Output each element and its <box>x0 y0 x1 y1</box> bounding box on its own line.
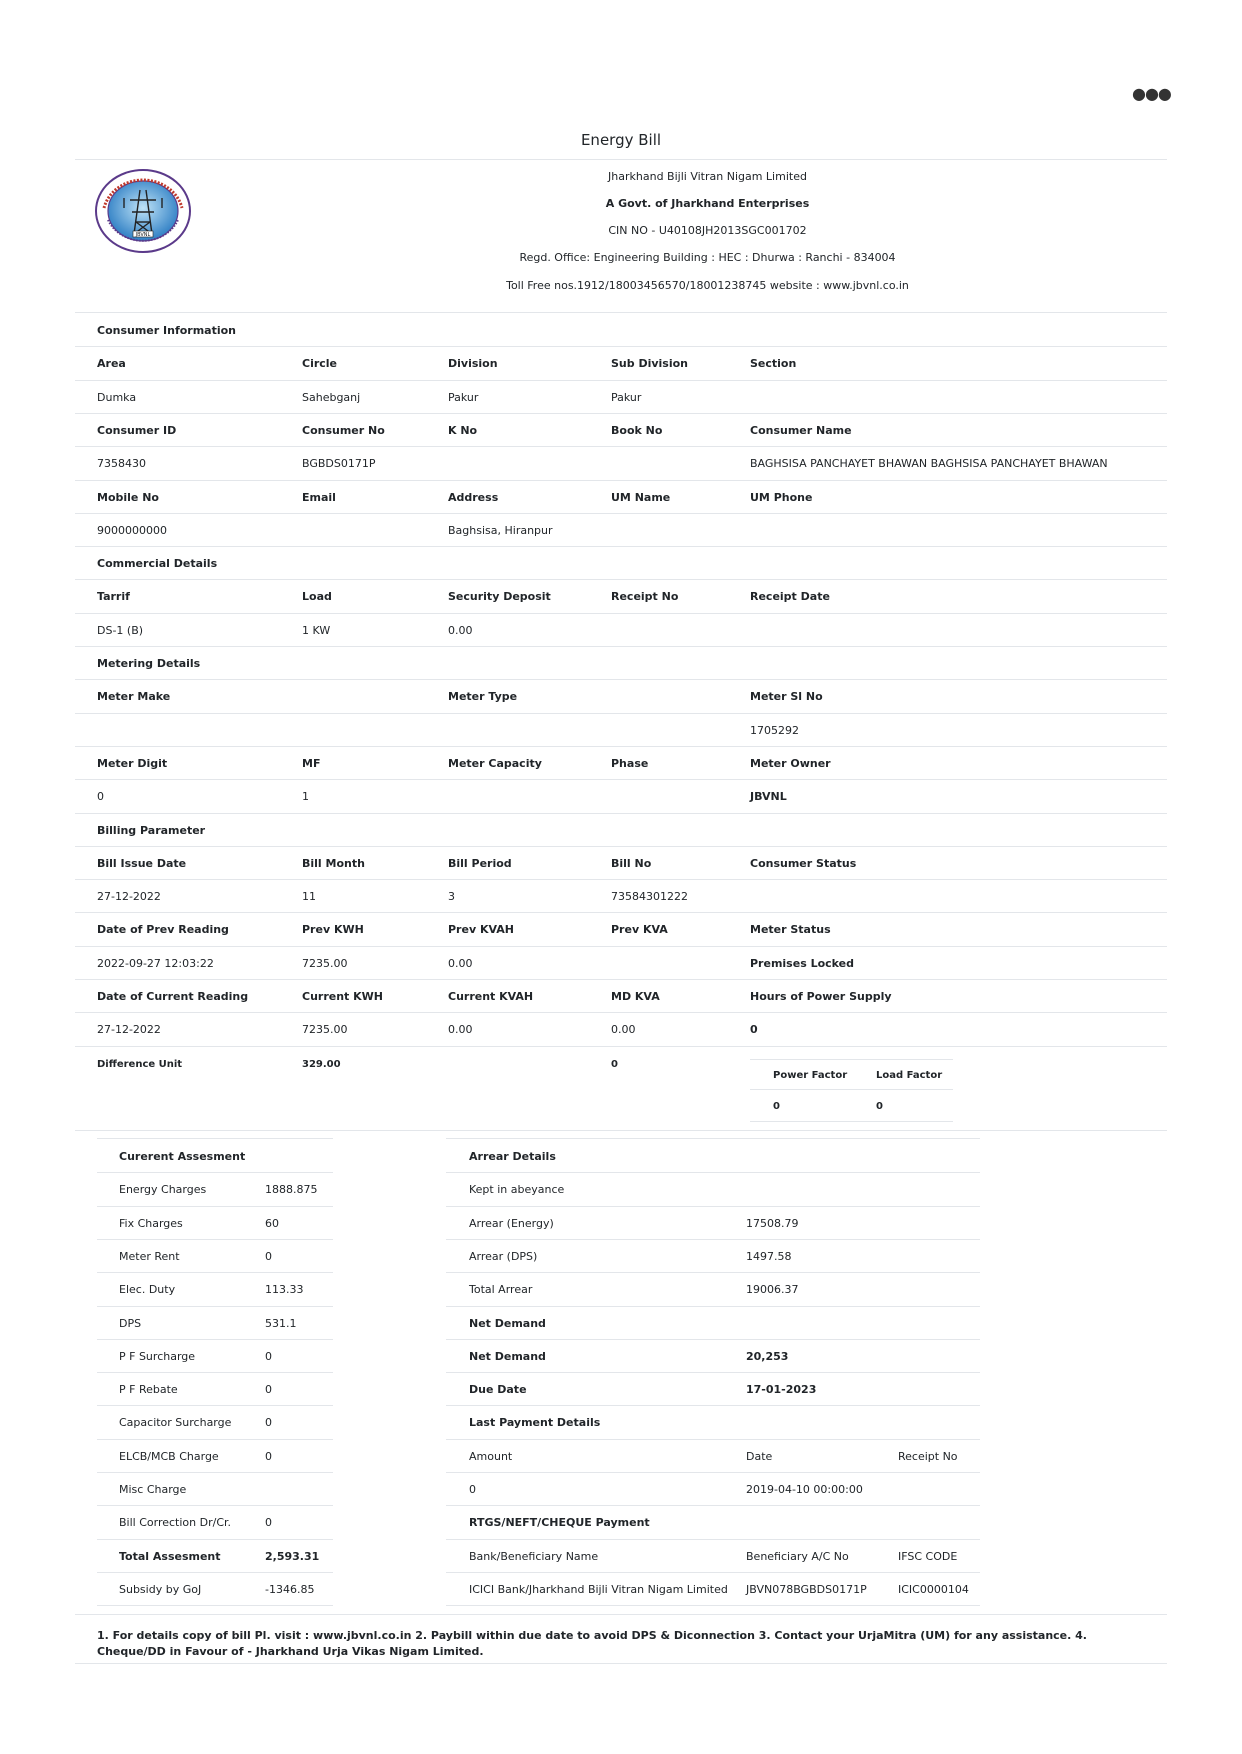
arrear-cell: 19006.37 <box>746 1283 799 1296</box>
arrear-cell: Due Date <box>469 1383 527 1396</box>
assessment-label: Subsidy by GoJ <box>119 1583 202 1596</box>
divider <box>97 1239 333 1240</box>
arrear-cell: Last Payment Details <box>469 1416 601 1429</box>
divider <box>446 1339 980 1340</box>
arrear-cell: IFSC CODE <box>898 1550 958 1563</box>
assessment-label: Meter Rent <box>119 1250 180 1263</box>
field-value: Sahebganj <box>302 391 361 404</box>
field-label: Section <box>750 357 797 370</box>
arrear-cell: 17508.79 <box>746 1217 799 1230</box>
logo-text: JBVNL <box>135 232 151 238</box>
divider <box>75 646 1167 647</box>
field-value: 0 <box>750 1023 758 1036</box>
field-label: K No <box>448 424 478 437</box>
field-value: 7235.00 <box>302 1023 348 1036</box>
field-label: Bill Period <box>448 857 512 870</box>
field-label: Email <box>302 491 336 504</box>
field-label: Prev KWH <box>302 923 364 936</box>
field-value: 7358430 <box>97 457 146 470</box>
field-label: Hours of Power Supply <box>750 990 892 1003</box>
divider <box>97 1439 333 1440</box>
field-label: Sub Division <box>611 357 689 370</box>
assessment-value: 60 <box>265 1217 279 1230</box>
field-label: Mobile No <box>97 491 159 504</box>
assessment-label: Fix Charges <box>119 1217 183 1230</box>
field-value: DS-1 (B) <box>97 624 144 637</box>
divider <box>446 1405 980 1406</box>
divider <box>446 1439 980 1440</box>
section-heading: Metering Details <box>97 657 201 670</box>
divider <box>75 312 1167 313</box>
divider <box>97 1138 333 1139</box>
divider <box>75 979 1167 980</box>
more-options-icon[interactable]: ●●● <box>1132 84 1171 103</box>
field-label: Current KWH <box>302 990 383 1003</box>
divider <box>75 912 1167 913</box>
divider <box>97 1272 333 1273</box>
field-label: Load <box>302 590 332 603</box>
field-label: Tarrif <box>97 590 130 603</box>
divider <box>75 1012 1167 1013</box>
divider <box>446 1172 980 1173</box>
difference-unit-value: 329.00 <box>302 1059 341 1070</box>
divider <box>446 1572 980 1573</box>
assessment-label: P F Surcharge <box>119 1350 196 1363</box>
divider <box>75 480 1167 481</box>
divider <box>75 380 1167 381</box>
divider <box>446 1306 980 1307</box>
field-value: 3 <box>448 890 455 903</box>
load-factor-value: 0 <box>876 1101 883 1112</box>
assessment-label: Capacitor Surcharge <box>119 1416 232 1429</box>
footer-notes: 1. For details copy of bill Pl. visit : www.jbvnl.co.in 2. Paybill within due date to avoid DPS & Diconnection 3. Contact your UrjaMitra (UM) for any assistance. 4. Cheque/DD in Favour of - Jharkhand Urja Vikas Nigam Limited. <box>97 1629 1087 1658</box>
arrear-cell: Total Arrear <box>469 1283 533 1296</box>
divider <box>97 1572 333 1573</box>
field-label: Meter Capacity <box>448 757 542 770</box>
assessment-label: Energy Charges <box>119 1183 207 1196</box>
assessment-value: 0 <box>265 1250 272 1263</box>
field-label: Receipt Date <box>750 590 830 603</box>
field-value: 27-12-2022 <box>97 890 161 903</box>
divider <box>75 746 1167 747</box>
field-label: Area <box>97 357 126 370</box>
difference-unit-label: Difference Unit <box>97 1059 183 1070</box>
field-label: Meter Status <box>750 923 831 936</box>
divider <box>97 1472 333 1473</box>
power-factor-value: 0 <box>773 1101 780 1112</box>
field-label: Meter Sl No <box>750 690 823 703</box>
arrear-cell: Arrear (DPS) <box>469 1250 538 1263</box>
page-title: Energy Bill <box>580 131 662 149</box>
assessment-label: Misc Charge <box>119 1483 187 1496</box>
arrear-cell: Kept in abeyance <box>469 1183 565 1196</box>
power-factor-label: Power Factor <box>773 1070 848 1081</box>
field-label: Security Deposit <box>448 590 551 603</box>
field-label: UM Name <box>611 491 671 504</box>
assessment-value: 531.1 <box>265 1317 297 1330</box>
arrear-cell: Date <box>746 1450 773 1463</box>
field-value: 7235.00 <box>302 957 348 970</box>
assessment-value: 0 <box>265 1416 272 1429</box>
divider <box>75 846 1167 847</box>
arrear-cell: 0 <box>469 1483 476 1496</box>
org-contact: Toll Free nos.1912/18003456570/18001238745 website : www.jbvnl.co.in <box>506 279 909 292</box>
divider <box>446 1138 980 1139</box>
arrear-cell: 20,253 <box>746 1350 789 1363</box>
field-label: Date of Prev Reading <box>97 923 229 936</box>
divider <box>97 1505 333 1506</box>
org-cin: CIN NO - U40108JH2013SGC001702 <box>608 224 807 237</box>
field-label: Meter Digit <box>97 757 168 770</box>
divider <box>446 1272 980 1273</box>
arrear-cell: ICICI Bank/Jharkhand Bijli Vitran Nigam Limited <box>469 1583 728 1596</box>
org-office: Regd. Office: Engineering Building : HEC : Dhurwa : Ranchi - 834004 <box>519 251 896 264</box>
assessment-value: 0 <box>265 1350 272 1363</box>
divider <box>446 1372 980 1373</box>
field-label: Bill Issue Date <box>97 857 187 870</box>
assessment-label: Total Assesment <box>119 1550 221 1563</box>
field-label: Division <box>448 357 498 370</box>
field-value: 0.00 <box>448 957 473 970</box>
assessment-value: 0 <box>265 1516 272 1529</box>
field-label: Meter Type <box>448 690 518 703</box>
divider <box>75 346 1167 347</box>
field-value: 0.00 <box>448 624 473 637</box>
field-label: MF <box>302 757 321 770</box>
section-heading: Consumer Information <box>97 324 237 337</box>
field-value: 1 KW <box>302 624 331 637</box>
divider <box>75 1614 1167 1615</box>
field-label: Consumer No <box>302 424 385 437</box>
divider <box>446 1605 980 1606</box>
divider <box>97 1339 333 1340</box>
arrear-cell: Arrear (Energy) <box>469 1217 554 1230</box>
divider <box>75 879 1167 880</box>
field-label: MD KVA <box>611 990 660 1003</box>
field-value: BGBDS0171P <box>302 457 376 470</box>
divider <box>97 1206 333 1207</box>
divider <box>750 1121 953 1122</box>
field-label: Date of Current Reading <box>97 990 249 1003</box>
assessment-value: 0 <box>265 1383 272 1396</box>
field-label: Consumer ID <box>97 424 177 437</box>
assessment-label: Bill Correction Dr/Cr. <box>119 1516 232 1529</box>
arrear-cell: Net Demand <box>469 1350 546 1363</box>
field-label: Book No <box>611 424 663 437</box>
field-label: Phase <box>611 757 649 770</box>
divider <box>75 1663 1167 1664</box>
assessment-value: 0 <box>265 1450 272 1463</box>
field-label: Consumer Status <box>750 857 857 870</box>
field-value: JBVNL <box>750 790 787 803</box>
divider <box>97 1172 333 1173</box>
arrear-cell: Arrear Details <box>469 1150 556 1163</box>
section-heading: Commercial Details <box>97 557 218 570</box>
assessment-value: 2,593.31 <box>265 1550 320 1563</box>
divider <box>446 1539 980 1540</box>
assessment-label: P F Rebate <box>119 1383 178 1396</box>
field-value: Pakur <box>448 391 479 404</box>
divider <box>446 1206 980 1207</box>
field-value: 27-12-2022 <box>97 1023 161 1036</box>
divider <box>75 413 1167 414</box>
divider <box>97 1605 333 1606</box>
divider <box>75 546 1167 547</box>
assessment-heading: Curerent Assesment <box>119 1150 246 1163</box>
arrear-cell: 1497.58 <box>746 1250 792 1263</box>
divider <box>97 1539 333 1540</box>
org-tagline: A Govt. of Jharkhand Enterprises <box>605 197 810 210</box>
field-label: Address <box>448 491 499 504</box>
arrear-cell: Net Demand <box>469 1317 546 1330</box>
section-heading: Billing Parameter <box>97 824 206 837</box>
divider <box>446 1239 980 1240</box>
field-value: 9000000000 <box>97 524 167 537</box>
field-label: Bill Month <box>302 857 365 870</box>
field-label: Meter Make <box>97 690 171 703</box>
field-label: Current KVAH <box>448 990 534 1003</box>
divider <box>75 946 1167 947</box>
field-value: Baghsisa, Hiranpur <box>448 524 553 537</box>
divider <box>97 1306 333 1307</box>
divider <box>75 579 1167 580</box>
org-name: Jharkhand Bijli Vitran Nigam Limited <box>608 170 807 183</box>
divider <box>75 159 1167 160</box>
assessment-value: -1346.85 <box>265 1583 315 1596</box>
field-value: 1 <box>302 790 309 803</box>
arrear-cell: Beneficiary A/C No <box>746 1550 849 1563</box>
divider <box>75 613 1167 614</box>
field-value: Premises Locked <box>750 957 855 970</box>
assessment-label: Elec. Duty <box>119 1283 176 1296</box>
field-label: Prev KVAH <box>448 923 514 936</box>
divider <box>75 779 1167 780</box>
field-value: 0.00 <box>448 1023 473 1036</box>
divider <box>446 1505 980 1506</box>
field-label: Consumer Name <box>750 424 852 437</box>
divider <box>75 513 1167 514</box>
field-value: 1705292 <box>750 724 799 737</box>
field-value: Pakur <box>611 391 642 404</box>
field-value: 73584301222 <box>611 890 688 903</box>
divider <box>75 679 1167 680</box>
divider <box>750 1059 953 1060</box>
assessment-label: ELCB/MCB Charge <box>119 1450 219 1463</box>
difference-extra-value: 0 <box>611 1059 618 1070</box>
field-label: Prev KVA <box>611 923 668 936</box>
field-value: 0 <box>97 790 104 803</box>
divider <box>75 813 1167 814</box>
divider <box>75 713 1167 714</box>
arrear-cell: Bank/Beneficiary Name <box>469 1550 599 1563</box>
field-label: Meter Owner <box>750 757 831 770</box>
field-value: 11 <box>302 890 316 903</box>
arrear-cell: ICIC0000104 <box>898 1583 969 1596</box>
assessment-value: 1888.875 <box>265 1183 318 1196</box>
divider <box>75 1046 1167 1047</box>
divider <box>75 446 1167 447</box>
field-value: BAGHSISA PANCHAYET BHAWAN BAGHSISA PANCHAYET BHAWAN <box>750 457 1108 470</box>
arrear-cell: 17-01-2023 <box>746 1383 817 1396</box>
field-label: Bill No <box>611 857 652 870</box>
divider <box>750 1089 953 1090</box>
arrear-cell: Amount <box>469 1450 513 1463</box>
field-value: Dumka <box>97 391 137 404</box>
divider <box>446 1472 980 1473</box>
arrear-cell: Receipt No <box>898 1450 958 1463</box>
divider <box>97 1405 333 1406</box>
field-value: 2022-09-27 12:03:22 <box>97 957 214 970</box>
divider <box>75 1130 1167 1131</box>
field-label: Circle <box>302 357 338 370</box>
arrear-cell: 2019-04-10 00:00:00 <box>746 1483 863 1496</box>
arrear-cell: RTGS/NEFT/CHEQUE Payment <box>469 1516 650 1529</box>
assessment-label: DPS <box>119 1317 142 1330</box>
field-label: UM Phone <box>750 491 813 504</box>
assessment-value: 113.33 <box>265 1283 304 1296</box>
field-value: 0.00 <box>611 1023 636 1036</box>
load-factor-label: Load Factor <box>876 1070 943 1081</box>
divider <box>97 1372 333 1373</box>
arrear-cell: JBVN078BGBDS0171P <box>746 1583 867 1596</box>
field-label: Receipt No <box>611 590 679 603</box>
